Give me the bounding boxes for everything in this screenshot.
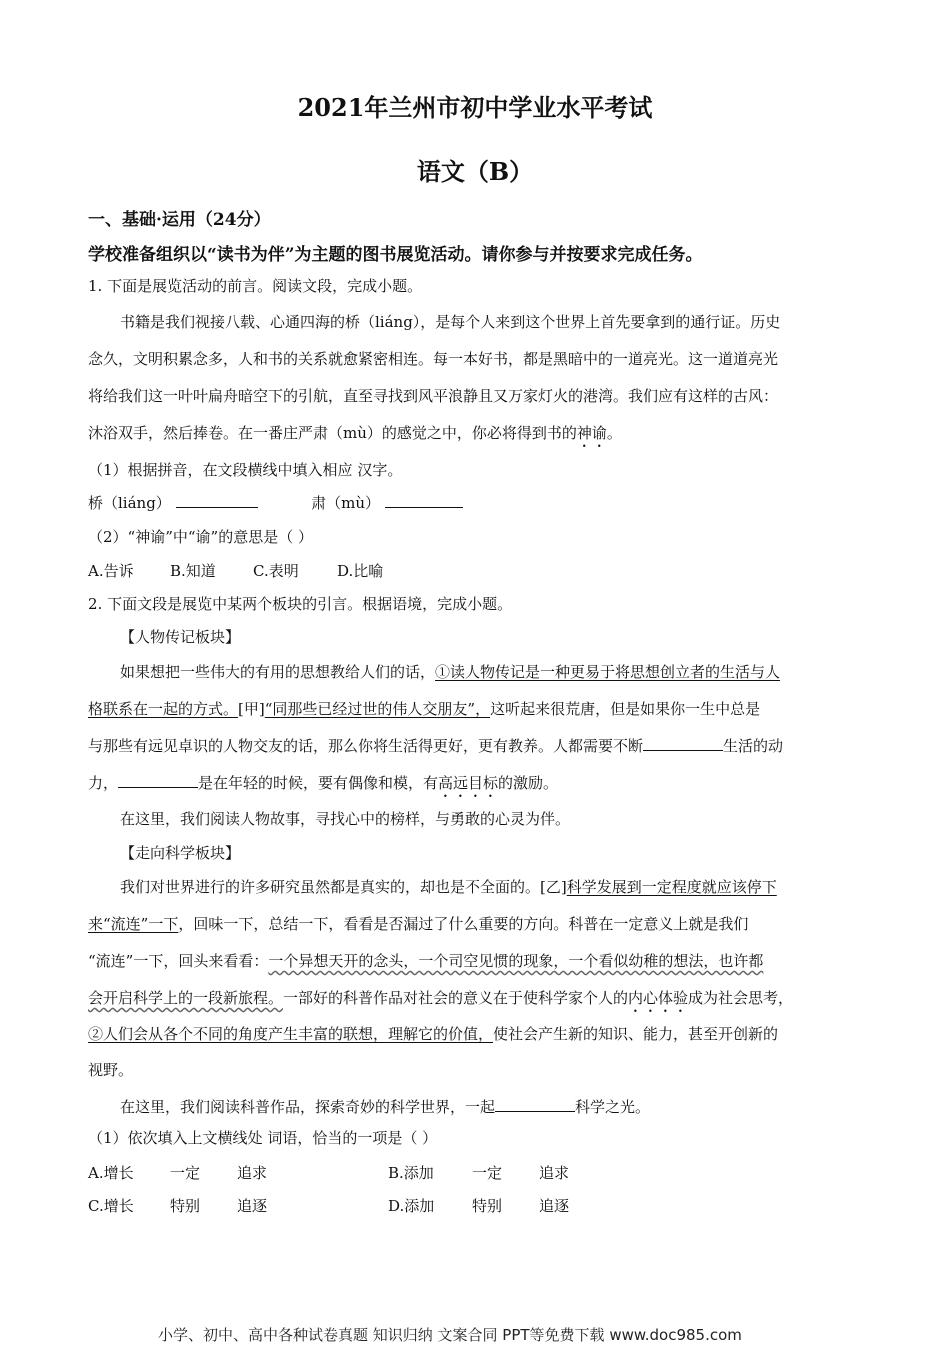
q2-option-b-label: B.添加 (388, 1164, 434, 1182)
q1-sub-2: （2）“神谕”中“谕”的意思是（ ） (88, 528, 313, 546)
q1-sub-1: （1）根据拼音，在文段横线中填入相应 汉字。 (88, 461, 403, 479)
sci-line-7 (120, 1096, 650, 1117)
answer-blank-4[interactable] (118, 773, 198, 788)
underlined-sentence-1: ①读人物传记是一种更易于将思想创立者的生活与人 (435, 663, 781, 681)
answer-blank-5[interactable] (495, 1097, 575, 1112)
q1-passage-period: 。 (606, 424, 622, 442)
emphasized-word: 内心体验 (628, 989, 689, 1007)
q2-option-a-label: A.增长 (88, 1164, 134, 1182)
sci-text: 在这里，我们阅读科普作品，探索奇妙的科学世界，一起 (120, 1098, 496, 1116)
q2-option-d-label: D.添加 (388, 1197, 435, 1215)
underlined-sentence-2: ②人们会从各个不同的角度产生丰富的联想，理解它的价值， (88, 1025, 494, 1043)
bio-text: 如果想把一些伟大的有用的思想教给人们的话， (120, 663, 436, 681)
sci-text: 使社会产生新的知识、能力，甚至开创新的 (493, 1025, 779, 1043)
sci-text: 我们对世界进行的许多研究虽然都是真实的，却也是不全面的。[乙] (120, 878, 567, 896)
block-title-science: 【走向科学板块】 (120, 844, 241, 862)
q1-passage-line-1: 书籍是我们视接八载、心通四海的桥（liáng），是每个人来到这个世界上首先要拿到的通行证。历史 (120, 313, 781, 331)
sci-line-1 (120, 876, 777, 897)
bio-text: 这听起来很荒唐，但是如果你一生中总是 (490, 700, 761, 718)
answer-blank-2[interactable] (385, 493, 463, 508)
marker-jia: [甲] (238, 700, 265, 718)
q2-option-b-word-2: 追求 (539, 1164, 570, 1182)
sci-line-5 (88, 1023, 778, 1044)
underlined-sentence-yi: 科学发展到一定程度就应该停下 (566, 878, 777, 896)
emphasized-word: 神谕 (576, 424, 607, 442)
q1-option-b: B.知道 (170, 562, 216, 580)
bio-line-4 (88, 772, 558, 801)
sci-line-6: 视野。 (88, 1061, 134, 1079)
bio-line-3 (88, 735, 783, 756)
bio-text: 生活的动 (723, 737, 784, 755)
exam-title: 2021年兰州市初中学业水平考试 (297, 93, 653, 122)
sci-text: 一部好的科普作品对社会的意义在于使科学家个人的 (283, 989, 629, 1007)
sci-line-4 (88, 987, 793, 1016)
bio-line-1 (120, 661, 780, 682)
q2-option-c-word-1: 特别 (170, 1197, 201, 1215)
underlined-sentence-yi-end: 来“流连”一下 (88, 915, 179, 933)
block-title-biography: 【人物传记板块】 (120, 628, 241, 646)
sci-text: 科学之光。 (575, 1098, 651, 1116)
wavy-underlined-text: 一个异想天开的念头，一个司空见惯的现象，一个看似幼稚的想法，也许都 (268, 952, 764, 970)
question-2-stem: 2. 下面文段是展览中某两个板块的引言。根据语境，完成小题。 (88, 595, 513, 613)
fill-label-2: 肃（mù） (311, 494, 381, 512)
emphasized-word: 高远目标 (438, 774, 499, 792)
sci-line-2 (88, 913, 748, 934)
q1-option-c: C.表明 (253, 562, 299, 580)
bio-text: 力， (88, 774, 119, 792)
section-heading: 一、基础·运用（24分） (88, 210, 271, 230)
q2-sub-1: （1）依次填入上文横线处 词语，恰当的一项是（ ） (88, 1129, 438, 1147)
underlined-quote: “同那些已经过世的伟人交朋友”， (264, 700, 491, 718)
section-intro: 学校准备组织以“读书为伴”为主题的图书展览活动。请你参与并按要求完成任务。 (88, 245, 703, 265)
q2-option-a-word-1: 一定 (170, 1164, 201, 1182)
page-footer: 小学、初中、高中各种试卷真题 知识归纳 文案合同 PPT等免费下载 www.doc985.com (158, 1326, 742, 1344)
q2-option-a-word-2: 追求 (237, 1164, 268, 1182)
sci-text: “流连”一下，回头来看看： (88, 952, 269, 970)
wavy-underlined-text-end: 会开启科学上的一段新旅程。 (88, 989, 284, 1007)
q2-option-d-word-2: 追逐 (539, 1197, 570, 1215)
sci-line-3 (88, 950, 763, 971)
sci-text: ，回味一下，总结一下，看看是否漏过了什么重要的方向。科普在一定意义上就是我们 (178, 915, 749, 933)
underlined-sentence-1-end: 格联系在一起的方式。 (88, 700, 239, 718)
sci-text: 成为社会思考， (688, 989, 794, 1007)
answer-blank-3[interactable] (643, 736, 723, 751)
q2-option-c-label: C.增长 (88, 1197, 134, 1215)
exam-subtitle: 语文（B） (416, 157, 534, 186)
q2-option-c-word-2: 追逐 (237, 1197, 268, 1215)
bio-line-5: 在这里，我们阅读人物故事，寻找心中的榜样，与勇敢的心灵为伴。 (120, 810, 571, 828)
q1-passage-line-2: 念久，文明积累念多，人和书的关系就愈紧密相连。每一本好书，都是黑暗中的一道亮光。这一道道亮光 (88, 350, 779, 368)
q1-passage-line-3: 将给我们这一叶叶扁舟暗空下的引航，直至寻找到风平浪静且又万家灯火的港湾。我们应有这样的古风： (88, 387, 779, 405)
bio-line-2 (88, 698, 760, 719)
bio-text: 是在年轻的时候，要有偶像和模，有 (198, 774, 439, 792)
fill-label-1: 桥（liáng） (88, 494, 171, 512)
bio-text: 的激励。 (498, 774, 559, 792)
answer-blank-1[interactable] (176, 493, 258, 508)
q2-option-d-word-1: 特别 (472, 1197, 503, 1215)
q1-fill-line (88, 492, 463, 513)
q1-passage-text: 沐浴双手，然后捧卷。在一番庄严肃（mù）的感觉之中，你必将得到书的 (88, 424, 577, 442)
q1-passage-line-4 (88, 422, 622, 451)
bio-text: 与那些有远见卓识的人物交友的话，那么你将生活得更好，更有教养。人都需要不断 (88, 737, 644, 755)
q1-option-d: D.比喻 (337, 562, 384, 580)
q1-option-a: A.告诉 (88, 562, 134, 580)
question-1-stem: 1. 下面是展览活动的前言。阅读文段，完成小题。 (88, 277, 423, 295)
q2-option-b-word-1: 一定 (472, 1164, 503, 1182)
